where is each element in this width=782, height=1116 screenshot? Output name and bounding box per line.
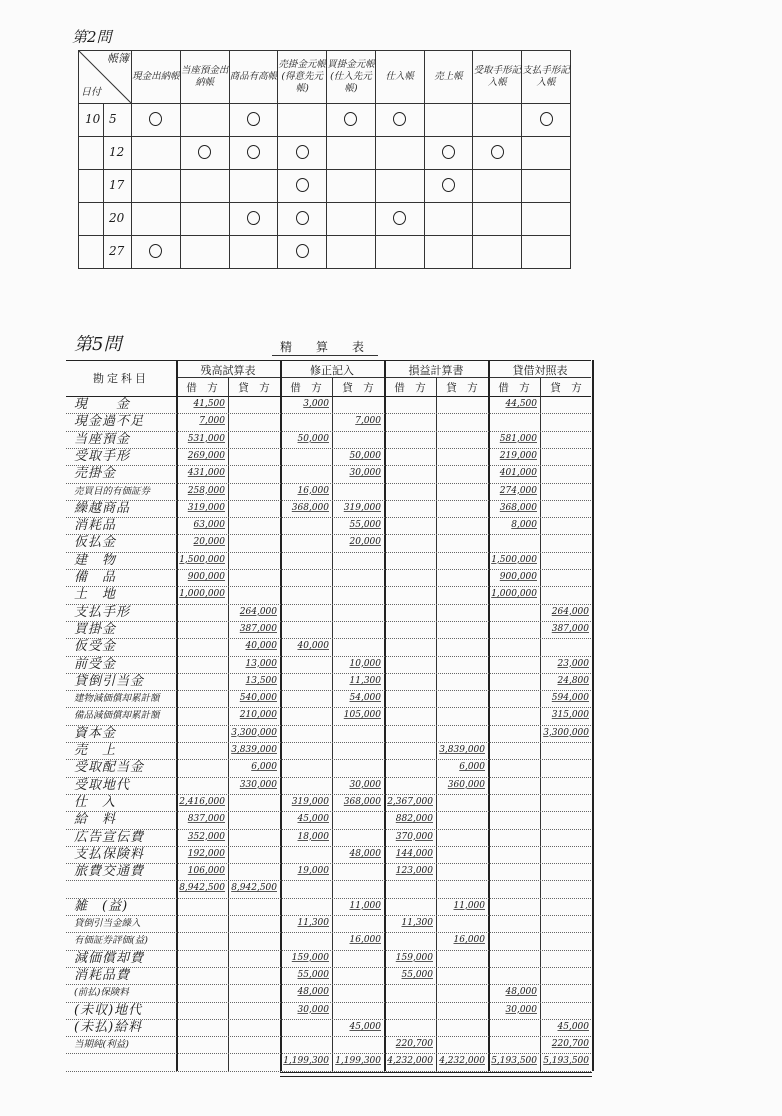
q2-mark-cell xyxy=(424,170,473,203)
debit-amount: 8,942,500 xyxy=(179,883,225,894)
account-name: 給 料 xyxy=(74,812,117,828)
q2-mark-cell xyxy=(522,236,571,269)
q2-mark-cell xyxy=(278,236,327,269)
q2-mark-cell xyxy=(132,137,181,170)
credit-amount: 3,300,000 xyxy=(231,727,277,738)
account-header: 勘定科目 xyxy=(93,372,149,385)
q2-mark-cell xyxy=(522,203,571,236)
q2-row xyxy=(79,137,571,170)
circle-mark-icon xyxy=(198,145,211,159)
debit-amount: 18,000 xyxy=(297,831,329,842)
worksheet-title: 精 算 表 xyxy=(272,338,378,356)
debit-amount: 220,700 xyxy=(395,1039,433,1050)
circle-mark-icon xyxy=(296,145,309,159)
debit-amount: 5,193,500 xyxy=(491,1056,537,1067)
debit-amount: 123,000 xyxy=(395,866,433,877)
q2-col-header: 支払手形記入帳 xyxy=(522,51,571,104)
q5-title: 第5問 xyxy=(74,334,122,355)
credit-amount: 368,000 xyxy=(343,796,381,807)
credit-amount: 594,000 xyxy=(551,693,589,704)
credit-amount: 30,000 xyxy=(349,468,381,479)
q2-col-header: 受取手形記入帳 xyxy=(473,51,522,104)
circle-mark-icon xyxy=(247,112,260,126)
q2-date-cell xyxy=(79,137,132,170)
debit-amount: 44,500 xyxy=(505,399,537,409)
account-name: (前払)保険料 xyxy=(74,987,129,999)
credit-amount: 45,000 xyxy=(557,1021,589,1032)
account-name: 売買目的有価証券 xyxy=(74,485,151,497)
q2-mark-cell xyxy=(522,137,571,170)
account-name: 消耗品 xyxy=(74,518,117,534)
debit-amount: 30,000 xyxy=(505,1004,537,1015)
debit-amount: 30,000 xyxy=(297,1004,329,1015)
debit-amount: 900,000 xyxy=(499,572,537,582)
q2-day: 12 xyxy=(109,145,125,159)
q2-mark-cell xyxy=(473,170,522,203)
circle-mark-icon xyxy=(296,244,309,258)
credit-header: 貸 方 xyxy=(342,382,374,394)
q2-date-divider xyxy=(103,236,104,268)
credit-amount: 264,000 xyxy=(239,606,277,617)
q2-mark-cell xyxy=(375,137,424,170)
q2-mark-cell xyxy=(180,203,229,236)
credit-amount: 48,000 xyxy=(349,848,381,859)
credit-amount: 7,000 xyxy=(355,416,381,427)
account-name: 備品減価償却累計額 xyxy=(74,710,160,722)
q2-mark-cell xyxy=(229,104,278,137)
q2-mark-cell xyxy=(424,104,473,137)
credit-amount: 540,000 xyxy=(239,693,277,704)
credit-amount: 20,000 xyxy=(349,537,381,548)
debit-header: 借 方 xyxy=(498,382,530,394)
debit-amount: 2,416,000 xyxy=(179,796,225,807)
account-name: (未払)給料 xyxy=(74,1019,143,1035)
q2-date-divider xyxy=(103,104,104,136)
credit-amount: 45,000 xyxy=(349,1021,381,1032)
debit-amount: 11,300 xyxy=(297,918,329,928)
q2-mark-cell xyxy=(522,170,571,203)
account-name: 繰越商品 xyxy=(74,500,131,516)
q2-mark-cell xyxy=(229,236,278,269)
q2-row xyxy=(79,203,571,236)
credit-amount: 55,000 xyxy=(349,520,381,531)
q2-mark-cell xyxy=(473,137,522,170)
q2-day: 27 xyxy=(109,244,125,258)
debit-amount: 11,300 xyxy=(401,918,433,928)
q2-corner-date: 日付 xyxy=(81,87,101,98)
q2-title: 第2問 xyxy=(72,28,112,46)
q2-mark-cell xyxy=(278,104,327,137)
account-name: 受取地代 xyxy=(74,777,131,793)
debit-amount: 319,000 xyxy=(291,796,329,807)
circle-mark-icon xyxy=(344,112,357,126)
q2-mark-cell xyxy=(278,137,327,170)
account-name: 支払手形 xyxy=(74,604,131,620)
debit-amount: 274,000 xyxy=(499,485,537,496)
credit-amount: 319,000 xyxy=(343,502,381,513)
debit-amount: 531,000 xyxy=(187,433,225,444)
q2-mark-cell xyxy=(375,236,424,269)
account-name: 土 地 xyxy=(74,587,117,603)
debit-amount: 1,500,000 xyxy=(491,554,537,565)
q2-month: 10 xyxy=(85,112,101,126)
q2-mark-cell xyxy=(278,170,327,203)
account-name xyxy=(74,1053,174,1070)
q2-date-cell xyxy=(79,203,132,236)
q2-col-header: 買掛金元帳(仕入先元帳) xyxy=(327,51,376,104)
q2-row xyxy=(79,170,571,203)
credit-amount: 13,500 xyxy=(245,675,277,686)
account-name: 買掛金 xyxy=(74,621,117,637)
column-rule xyxy=(592,360,594,1071)
debit-amount: 192,000 xyxy=(187,848,225,859)
q2-mark-cell xyxy=(132,203,181,236)
account-name: 前受金 xyxy=(74,656,117,672)
debit-amount: 882,000 xyxy=(395,814,433,825)
debit-amount: 2,367,000 xyxy=(387,796,433,807)
q2-mark-cell xyxy=(132,236,181,269)
q2-header-row xyxy=(79,51,571,104)
debit-amount: 16,000 xyxy=(297,485,329,496)
q2-mark-cell xyxy=(180,137,229,170)
q2-mark-cell xyxy=(327,104,376,137)
q2-col-header: 当座預金出納帳 xyxy=(180,51,229,104)
circle-mark-icon xyxy=(393,211,406,225)
q2-mark-cell xyxy=(522,104,571,137)
credit-amount: 105,000 xyxy=(343,710,381,721)
account-name: 受取配当金 xyxy=(74,760,145,776)
credit-amount: 3,839,000 xyxy=(439,745,485,755)
credit-amount: 13,000 xyxy=(245,658,277,669)
q2-date-cell xyxy=(79,104,132,137)
debit-amount: 40,000 xyxy=(297,641,329,652)
circle-mark-icon xyxy=(442,145,455,159)
account-name: 当期純(利益) xyxy=(74,1039,129,1051)
account-name: 消耗品費 xyxy=(74,967,131,983)
credit-amount: 1,199,300 xyxy=(335,1056,381,1067)
debit-amount: 581,000 xyxy=(499,433,537,444)
credit-amount: 30,000 xyxy=(349,779,381,790)
q2-journal-table xyxy=(78,50,571,269)
credit-amount: 16,000 xyxy=(453,935,485,946)
circle-mark-icon xyxy=(247,145,260,159)
q2-col-header: 売掛金元帳(得意先元帳) xyxy=(278,51,327,104)
debit-amount: 8,000 xyxy=(511,520,537,531)
account-name: 仮受金 xyxy=(74,639,117,655)
circle-mark-icon xyxy=(149,112,162,126)
debit-amount: 269,000 xyxy=(187,450,225,461)
debit-amount: 368,000 xyxy=(499,502,537,513)
debit-amount: 370,000 xyxy=(395,831,433,842)
q2-mark-cell xyxy=(327,203,376,236)
credit-amount: 54,000 xyxy=(349,693,381,704)
q2-date-cell xyxy=(79,170,132,203)
debit-amount: 3,000 xyxy=(303,399,329,409)
account-name: 現金過不足 xyxy=(74,414,145,430)
circle-mark-icon xyxy=(540,112,553,126)
circle-mark-icon xyxy=(393,112,406,126)
debit-amount: 837,000 xyxy=(187,814,225,825)
debit-amount: 144,000 xyxy=(395,848,433,859)
credit-amount: 8,942,500 xyxy=(231,883,277,894)
q2-day: 20 xyxy=(109,211,125,225)
debit-amount: 4,232,000 xyxy=(387,1056,433,1067)
debit-header: 借 方 xyxy=(186,382,218,394)
credit-amount: 6,000 xyxy=(459,762,485,773)
credit-amount: 4,232,000 xyxy=(439,1056,485,1067)
q2-mark-cell xyxy=(180,236,229,269)
credit-amount: 24,800 xyxy=(557,675,589,686)
account-name: 旅費交通費 xyxy=(74,864,145,880)
q2-corner-books: 帳簿 xyxy=(107,52,129,65)
circle-mark-icon xyxy=(149,244,162,258)
debit-amount: 219,000 xyxy=(499,450,537,461)
credit-amount: 387,000 xyxy=(551,623,589,634)
worksheet xyxy=(66,360,591,1081)
debit-amount: 106,000 xyxy=(187,866,225,877)
debit-amount: 55,000 xyxy=(297,969,329,980)
debit-amount: 352,000 xyxy=(187,831,225,842)
account-name: 雑 (益) xyxy=(74,898,129,914)
debit-amount: 1,500,000 xyxy=(179,554,225,565)
q2-mark-cell xyxy=(473,236,522,269)
credit-amount: 315,000 xyxy=(551,710,589,721)
q2-mark-cell xyxy=(180,104,229,137)
credit-amount: 220,700 xyxy=(551,1039,589,1050)
debit-amount: 41,500 xyxy=(193,399,225,409)
account-name xyxy=(74,880,174,897)
debit-amount: 258,000 xyxy=(187,485,225,496)
debit-amount: 19,000 xyxy=(297,866,329,877)
credit-amount: 11,300 xyxy=(349,675,381,686)
debit-header: 借 方 xyxy=(290,382,322,394)
account-name: 現 金 xyxy=(74,397,131,412)
q2-mark-cell xyxy=(229,137,278,170)
q2-mark-cell xyxy=(327,236,376,269)
credit-amount: 50,000 xyxy=(349,450,381,461)
credit-amount: 11,000 xyxy=(453,900,485,911)
account-name: 売掛金 xyxy=(74,466,117,482)
account-name: 建 物 xyxy=(74,552,117,568)
debit-amount: 401,000 xyxy=(499,468,537,479)
credit-amount: 40,000 xyxy=(245,641,277,652)
debit-amount: 48,000 xyxy=(505,987,537,998)
debit-amount: 48,000 xyxy=(297,987,329,998)
account-name: 減価償却費 xyxy=(74,950,145,966)
debit-amount: 55,000 xyxy=(401,969,433,980)
debit-amount: 1,199,300 xyxy=(283,1056,329,1067)
group-header: 残高試算表 xyxy=(200,364,256,377)
credit-amount: 23,000 xyxy=(557,658,589,669)
credit-amount: 387,000 xyxy=(239,623,277,634)
q2-mark-cell xyxy=(278,203,327,236)
debit-amount: 319,000 xyxy=(187,502,225,513)
q2-mark-cell xyxy=(424,137,473,170)
q2-day: 5 xyxy=(109,112,117,126)
q2-corner-cell xyxy=(79,51,132,104)
credit-amount: 16,000 xyxy=(349,935,381,946)
credit-amount: 6,000 xyxy=(251,762,277,773)
circle-mark-icon xyxy=(247,211,260,225)
q2-mark-cell xyxy=(327,170,376,203)
account-name: 仕 入 xyxy=(74,794,117,810)
account-name: 貸倒引当金繰入 xyxy=(74,918,141,929)
account-name: 支払保険料 xyxy=(74,846,145,862)
debit-amount: 50,000 xyxy=(297,433,329,444)
debit-amount: 1,000,000 xyxy=(179,589,225,600)
credit-amount: 3,839,000 xyxy=(231,745,277,755)
debit-amount: 900,000 xyxy=(187,572,225,582)
q2-mark-cell xyxy=(327,137,376,170)
debit-amount: 1,000,000 xyxy=(491,589,537,600)
account-name: 受取手形 xyxy=(74,448,131,464)
circle-mark-icon xyxy=(442,178,455,192)
account-name: 売 上 xyxy=(74,743,117,758)
account-name: 資本金 xyxy=(74,725,117,741)
q2-col-header: 仕入帳 xyxy=(375,51,424,104)
credit-amount: 3,300,000 xyxy=(543,727,589,738)
debit-amount: 431,000 xyxy=(187,468,225,479)
account-name: 当座預金 xyxy=(74,431,131,447)
q2-mark-cell xyxy=(473,104,522,137)
q2-col-header: 売上帳 xyxy=(424,51,473,104)
account-name: 備 品 xyxy=(74,570,117,585)
group-header: 損益計算書 xyxy=(408,364,464,377)
credit-amount: 10,000 xyxy=(349,658,381,669)
q2-col-header: 現金出納帳 xyxy=(132,51,181,104)
account-name: 有価証券評価(益) xyxy=(74,935,148,947)
q2-mark-cell xyxy=(375,203,424,236)
q2-row xyxy=(79,236,571,269)
debit-amount: 20,000 xyxy=(193,537,225,548)
circle-mark-icon xyxy=(296,211,309,225)
q2-mark-cell xyxy=(229,170,278,203)
q2-mark-cell xyxy=(180,170,229,203)
debit-amount: 159,000 xyxy=(395,952,433,963)
q2-mark-cell xyxy=(375,170,424,203)
q2-mark-cell xyxy=(424,203,473,236)
q2-mark-cell xyxy=(229,203,278,236)
q2-row xyxy=(79,104,571,137)
credit-amount: 11,000 xyxy=(349,900,381,911)
credit-amount: 210,000 xyxy=(239,710,277,721)
group-header: 修正記入 xyxy=(310,364,354,377)
account-name: 広告宣伝費 xyxy=(74,829,145,845)
q2-mark-cell xyxy=(132,104,181,137)
credit-amount: 330,000 xyxy=(239,779,277,790)
credit-header: 貸 方 xyxy=(446,382,478,394)
account-name: 仮払金 xyxy=(74,535,117,551)
debit-header: 借 方 xyxy=(394,382,426,394)
q2-mark-cell xyxy=(424,236,473,269)
q2-mark-cell xyxy=(473,203,522,236)
debit-amount: 159,000 xyxy=(291,952,329,963)
total-double-rule xyxy=(280,1072,592,1077)
q2-date-divider xyxy=(103,170,104,202)
q2-date-divider xyxy=(103,137,104,169)
q2-col-header: 商品有高帳 xyxy=(229,51,278,104)
credit-header: 貸 方 xyxy=(238,382,270,394)
credit-amount: 5,193,500 xyxy=(543,1056,589,1067)
circle-mark-icon xyxy=(491,145,504,159)
q2-mark-cell xyxy=(132,170,181,203)
credit-amount: 360,000 xyxy=(447,779,485,790)
q2-mark-cell xyxy=(375,104,424,137)
circle-mark-icon xyxy=(296,178,309,192)
q2-day: 17 xyxy=(109,178,125,192)
debit-amount: 63,000 xyxy=(193,520,225,531)
account-name: 貸倒引当金 xyxy=(74,673,145,689)
credit-amount: 264,000 xyxy=(551,606,589,617)
q2-date-divider xyxy=(103,203,104,235)
account-name: 建物減価償却累計額 xyxy=(74,693,160,705)
debit-amount: 368,000 xyxy=(291,502,329,513)
account-name: (未収)地代 xyxy=(74,1002,143,1018)
credit-header: 貸 方 xyxy=(550,382,582,394)
group-header: 貸借対照表 xyxy=(512,364,568,377)
debit-amount: 45,000 xyxy=(297,814,329,825)
debit-amount: 7,000 xyxy=(199,416,225,427)
q2-date-cell xyxy=(79,236,132,269)
